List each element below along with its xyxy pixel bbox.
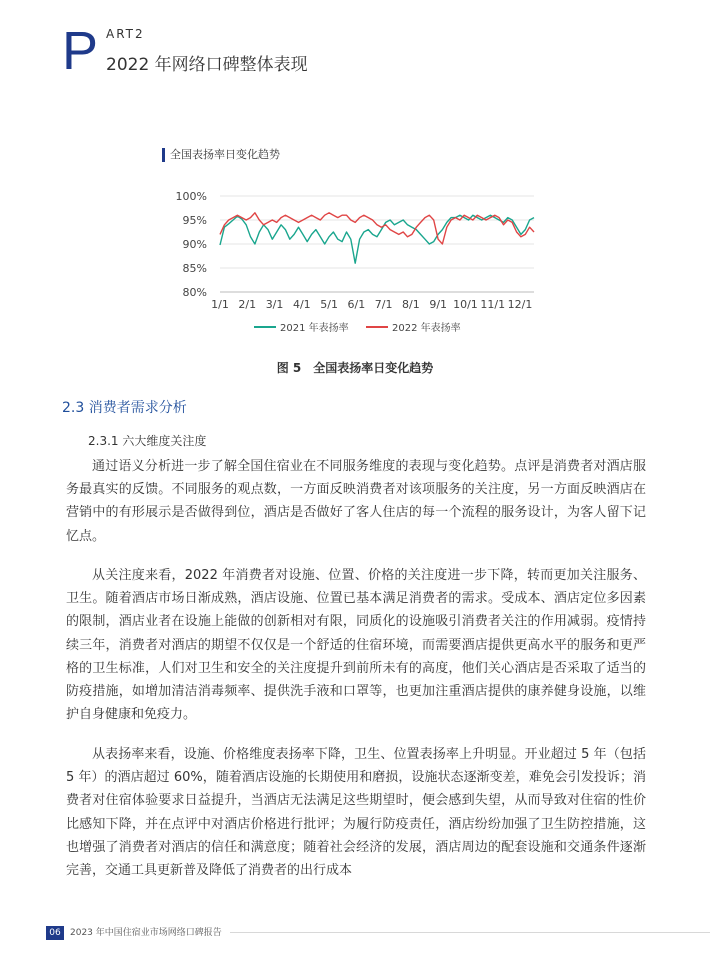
- x-tick-label: 2/1: [238, 298, 257, 311]
- y-tick-label: 90%: [182, 238, 207, 251]
- part-label: ART2: [106, 27, 145, 41]
- y-tick-label: 100%: [175, 190, 207, 203]
- x-tick-label: 4/1: [292, 298, 311, 311]
- legend-label-2: 2022 年表扬率: [392, 323, 461, 334]
- paragraph-2: 从关注度来看，2022 年消费者对设施、位置、价格的关注度进一步下降，转而更加关注服务、卫生。随着酒店市场日渐成熟，酒店设施、位置已基本满足消费者的需求。受成本、酒店定位多因素的限制，酒店业者在设施上能做的创新相对有限，同质化的设施吸引消费者关注的作用减弱。疫情持续三年，消费者对酒店的期望不仅仅是一个舒适的住宿环境，而需要酒店提供更高水平的服务和更严格的卫生标准，人们对卫生和安全的关注度提升到前所未有的高度，他们关心酒店是否采取了适当的防疫措施，如增加清洁消毒频率、提供洗手液和口罩等，也更加注重酒店提供的康养健身设施，以维护自身健康和免疫力。: [66, 568, 646, 723]
- chart-container: [158, 136, 554, 346]
- section-heading: 2.3 消费者需求分析: [62, 400, 187, 416]
- x-tick-label: 9/1: [429, 298, 448, 311]
- subsection-heading: 2.3.1 六大维度关注度: [88, 434, 207, 448]
- page-number: 06: [46, 926, 64, 940]
- paragraph-1: 通过语义分析进一步了解全国住宿业在不同服务维度的表现与变化趋势。点评是消费者对酒店服务最真实的反馈。不同服务的观点数，一方面反映消费者对该项服务的关注度，另一方面反映酒店在营销中的有形展示是否做得到位，酒店是否做好了客人住店的每一个流程的服务设计，为客人留下记忆点。: [66, 459, 646, 544]
- x-tick-label: 10/1: [453, 298, 478, 311]
- x-tick-label: 5/1: [320, 298, 338, 311]
- figure-caption: 图 5 全国表扬率日变化趋势: [276, 361, 434, 375]
- part-letter: P: [62, 21, 99, 81]
- x-tick-label: 11/1: [480, 298, 506, 311]
- line-chart: [158, 136, 554, 346]
- page-title: 2022 年网络口碑整体表现: [106, 55, 308, 75]
- chart-title: 全国表扬率日变化趋势: [170, 148, 280, 161]
- y-tick-label: 85%: [182, 262, 207, 275]
- x-tick-label: 3/1: [265, 298, 284, 311]
- y-tick-label: 80%: [182, 286, 207, 299]
- y-tick-label: 95%: [182, 214, 207, 227]
- x-tick-label: 7/1: [374, 298, 393, 311]
- page-footer: [0, 926, 710, 940]
- footer-report-title: 2023 年中国住宿业市场网络口碑报告: [70, 928, 222, 938]
- x-tick-label: 6/1: [347, 298, 366, 311]
- x-tick-label: 12/1: [507, 298, 533, 311]
- paragraph-3: 从表扬率来看，设施、价格维度表扬率下降，卫生、位置表扬率上升明显。开业超过 5 年（包括 5 年）的酒店超过 60%，随着酒店设施的长期使用和磨损，设施状态逐渐变差，难免会引发投诉；消费者对住宿体验要求日益提升，当酒店无法满足这些期望时，便会感到失望，从而导致对住宿的性价比感知下降，并在点评中对酒店价格进行批评；为履行防疫责任，酒店纷纷加强了卫生防控措施，这也增强了消费者对酒店的信任和满意度；随着社会经济的发展，酒店周边的配套设施和交通条件逐渐完善，交通工具更新普及降低了消费者的出行成本: [66, 747, 646, 879]
- footer-divider: [230, 932, 710, 933]
- legend-label-1: 2021 年表扬率: [280, 323, 349, 334]
- x-tick-label: 8/1: [402, 298, 420, 311]
- x-tick-label: 1/1: [211, 298, 229, 311]
